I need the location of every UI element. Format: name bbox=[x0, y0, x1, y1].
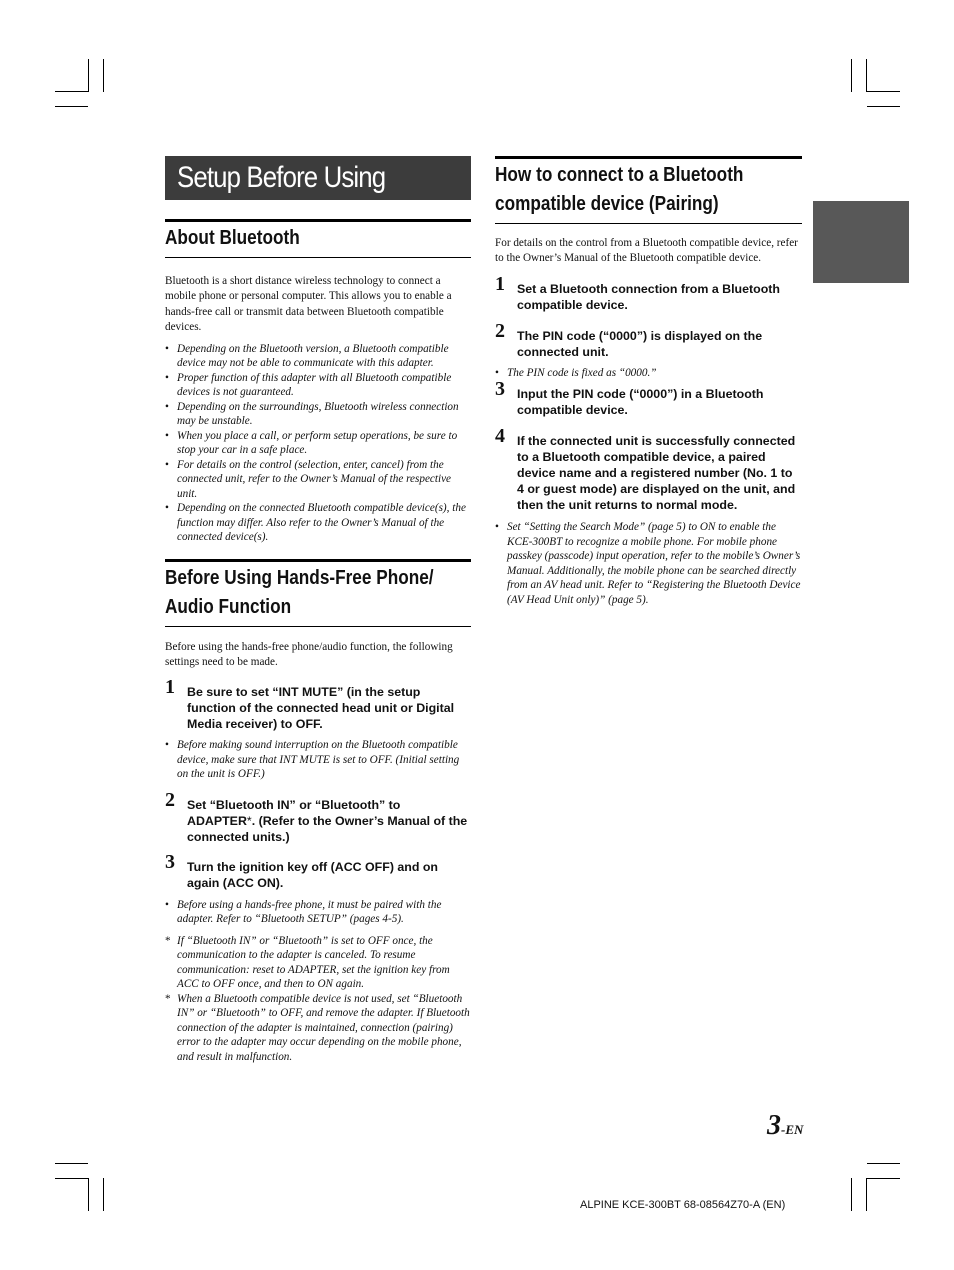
note-text: Depending on the surroundings, Bluetooth wireless connection may be unstable. bbox=[177, 400, 459, 428]
before-heading-line2: Audio Function bbox=[165, 595, 292, 618]
bullet: • bbox=[165, 429, 169, 442]
note-item bbox=[165, 400, 471, 429]
pairing-step-4 bbox=[495, 425, 802, 513]
asterisk: * bbox=[246, 813, 252, 828]
note-item bbox=[165, 501, 471, 545]
note-text: Before making sound interruption on the Bluetooth compatible device, make sure that INT MUTE is set to OFF. (Initial setting on the unit is OFF.) bbox=[177, 739, 460, 781]
bullet: • bbox=[165, 898, 169, 911]
before-intro: Before using the hands-free phone/audio function, the following settings need to be made. bbox=[165, 640, 453, 669]
note-text: Proper function of this adapter with all Bluetooth compatible devices is not guaranteed. bbox=[177, 371, 452, 399]
note-item bbox=[165, 371, 471, 400]
bullet: • bbox=[495, 521, 499, 534]
note-text: Depending on the Bluetooth version, a Bluetooth compatible device may not be able to communicate with this adapter. bbox=[177, 342, 449, 370]
crop-mark bbox=[867, 91, 900, 92]
about-heading-text: About Bluetooth bbox=[165, 227, 300, 249]
crop-mark bbox=[867, 1163, 900, 1164]
crop-mark bbox=[55, 91, 88, 92]
note-item bbox=[495, 520, 802, 607]
note-text: When you place a call, or perform setup operations, be sure to stop your car in a safe place. bbox=[177, 429, 458, 457]
page-number-suffix: -EN bbox=[781, 1122, 804, 1137]
before-step-1 bbox=[165, 676, 471, 732]
before-step-1-notes bbox=[165, 738, 471, 782]
pairing-heading-line2: compatible device (Pairing) bbox=[495, 193, 719, 215]
step-number: 1 bbox=[495, 272, 505, 295]
about-heading bbox=[165, 219, 471, 258]
note-text: If “Bluetooth IN” or “Bluetooth” is set to OFF once, the communication to the adapter is canceled. To resume communication: reset to ADAPTER, set the ignition key from ACC to OFF once, and then to ON again. bbox=[177, 934, 450, 991]
before-heading bbox=[165, 559, 471, 627]
step-text: Be sure to set “INT MUTE” (in the setup function of the connected head unit or Digital Media receiver) to OFF. bbox=[187, 685, 455, 732]
crop-mark bbox=[103, 1178, 104, 1211]
bullet: • bbox=[165, 342, 169, 355]
before-step-3-notes bbox=[165, 898, 471, 927]
footer-code: ALPINE KCE-300BT 68-08564Z70-A (EN) bbox=[580, 1199, 786, 1211]
note-text: Before using a hands-free phone, it must be paired with the adapter. Refer to “Bluetooth SETUP” (pages 4-5). bbox=[177, 898, 442, 926]
crop-mark bbox=[103, 59, 104, 92]
step-text: Input the PIN code (“0000”) in a Bluetooth compatible device. bbox=[517, 387, 764, 418]
crop-mark bbox=[866, 1178, 867, 1211]
left-column bbox=[165, 156, 471, 1064]
pairing-step-2 bbox=[495, 319, 802, 360]
note-text: Depending on the connected Bluetooth compatible device(s), the function may differ. Also refer to the Owner’s Manual of the connected device(s). bbox=[177, 502, 466, 544]
pairing-step-3 bbox=[495, 378, 802, 418]
step-text: Turn the ignition key off (ACC OFF) and on again (ACC ON). bbox=[187, 859, 438, 890]
bullet: • bbox=[165, 400, 169, 413]
note-item bbox=[165, 934, 471, 992]
note-item bbox=[165, 342, 471, 371]
about-notes bbox=[165, 342, 471, 545]
note-item bbox=[165, 738, 471, 782]
bullet: • bbox=[165, 371, 169, 384]
pairing-heading bbox=[495, 156, 802, 224]
page-title: Setup Before Using bbox=[177, 161, 386, 194]
crop-mark bbox=[851, 1178, 852, 1211]
note-item bbox=[495, 366, 802, 381]
step-text: Set “Bluetooth IN” or “Bluetooth” to ADAPTER bbox=[187, 797, 401, 828]
asterisk-notes bbox=[165, 934, 471, 1065]
step-number: 1 bbox=[165, 676, 175, 699]
crop-mark bbox=[55, 106, 88, 107]
step-text-continued: . (Refer to the Owner’s Manual of the connected units.) bbox=[187, 813, 468, 844]
note-text: The PIN code is fixed as “0000.” bbox=[507, 366, 657, 379]
pairing-step-1 bbox=[495, 272, 802, 313]
crop-mark bbox=[88, 59, 89, 92]
pairing-intro: For details on the control from a Bluetooth compatible device, refer to the Owner’s Manual of the Bluetooth compatible device. bbox=[495, 237, 798, 265]
pairing-heading-line1: How to connect to a Bluetooth bbox=[495, 164, 744, 186]
pairing-step-4-notes bbox=[495, 520, 802, 607]
note-text: Set “Setting the Search Mode” (page 5) to ON to enable the KCE-300BT to recognize a mobile phone. For mobile phone passkey (passcode) input operation, refer to the mobile’s Owner’s Manual. Additionally, the mobile phone can be searched directly from an AV head unit. Refer to “Registering the Bluetooth Device (AV Head Unit only)” (page 5). bbox=[507, 521, 801, 606]
before-heading-line1: Before Using Hands-Free Phone/ bbox=[165, 566, 434, 589]
crop-mark bbox=[88, 1178, 89, 1211]
crop-mark bbox=[867, 106, 900, 107]
bullet: • bbox=[165, 458, 169, 471]
about-intro: Bluetooth is a short distance wireless technology to connect a mobile phone or personal computer. This allows you to enable a hands-free call or transmit data between Bluetooth compatible devices. bbox=[165, 275, 452, 334]
crop-mark bbox=[55, 1178, 88, 1179]
page-title-banner bbox=[165, 156, 471, 200]
page-number bbox=[767, 1110, 803, 1142]
crop-mark bbox=[55, 1163, 88, 1164]
step-number: 2 bbox=[495, 319, 505, 342]
step-text: Set a Bluetooth connection from a Bluetooth compatible device. bbox=[517, 281, 780, 312]
note-item bbox=[165, 458, 471, 502]
crop-mark bbox=[851, 59, 852, 92]
asterisk: * bbox=[165, 934, 171, 947]
before-step-3 bbox=[165, 850, 471, 891]
pairing-step-2-notes bbox=[495, 366, 802, 381]
crop-mark bbox=[867, 1178, 900, 1179]
step-number: 3 bbox=[165, 850, 175, 873]
asterisk: * bbox=[165, 992, 171, 1005]
note-item bbox=[165, 898, 471, 927]
crop-mark bbox=[866, 59, 867, 92]
bullet: • bbox=[165, 739, 169, 752]
note-item bbox=[165, 429, 471, 458]
note-text: When a Bluetooth compatible device is not used, set “Bluetooth IN” or “Bluetooth” to OFF, and remove the adapter. If Bluetooth connection of the adapter is maintained, connection (pairing) error to the adapter may occur depending on the mobile phone, and result in malfunction. bbox=[177, 992, 470, 1063]
step-text: If the connected unit is successfully connected to a Bluetooth compatible device, a paired device name and a registered number (No. 1 to 4 or guest mode) are displayed on the unit, and then the unit returns to normal mode. bbox=[517, 434, 796, 513]
step-number: 4 bbox=[495, 425, 505, 448]
right-column bbox=[495, 156, 802, 607]
section-tab bbox=[813, 201, 909, 283]
before-step-2 bbox=[165, 788, 471, 845]
note-item bbox=[165, 992, 471, 1065]
step-text: The PIN code (“0000”) is displayed on the connected unit. bbox=[517, 328, 763, 359]
bullet: • bbox=[495, 366, 499, 379]
step-number: 2 bbox=[165, 788, 175, 811]
note-text: For details on the control (selection, enter, cancel) from the connected unit, refer to the Owner’s Manual of the respective unit. bbox=[177, 458, 452, 500]
page-number-digit: 3 bbox=[767, 1110, 781, 1141]
step-number: 3 bbox=[495, 378, 505, 401]
bullet: • bbox=[165, 502, 169, 515]
